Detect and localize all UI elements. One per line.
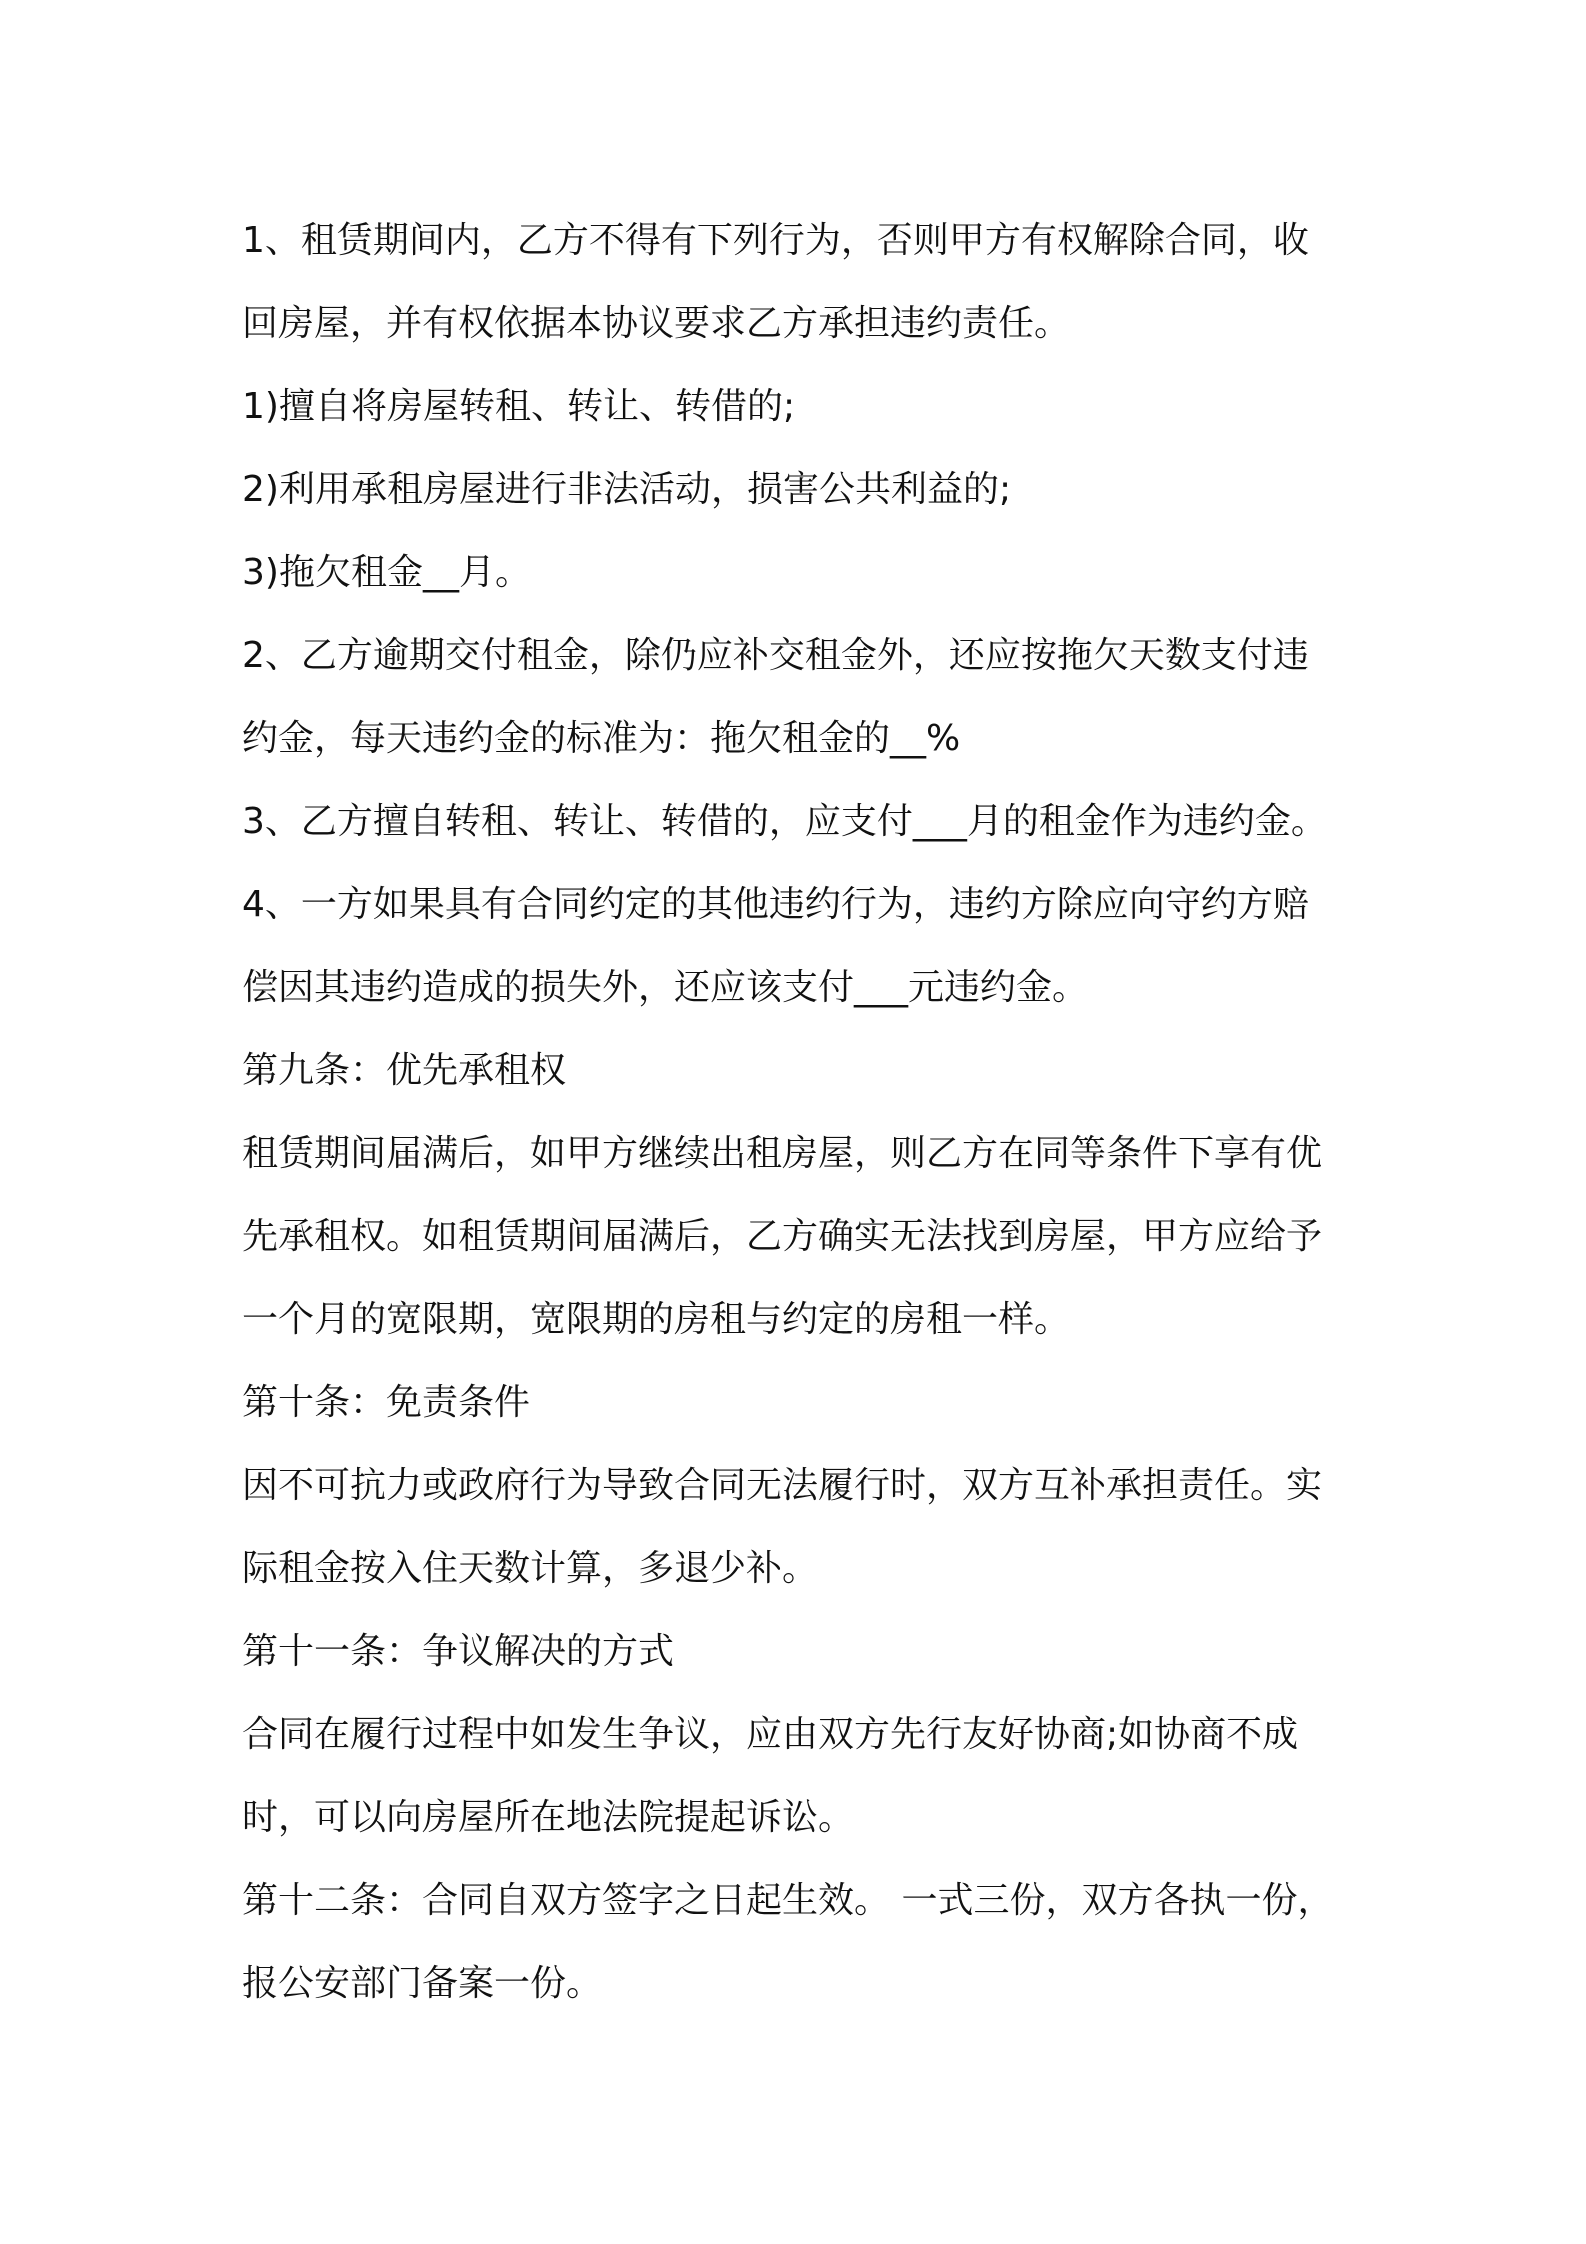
section-heading: 第十一条：争议解决的方式 <box>242 1631 675 1672</box>
text-line: 3)拖欠租金__月。 <box>242 552 531 593</box>
text-line: 1)擅自将房屋转租、转让、转借的; <box>242 386 796 427</box>
text-line: 因不可抗力或政府行为导致合同无法履行时，双方互补承担责任。实 <box>242 1465 1323 1506</box>
section-heading: 第九条：优先承租权 <box>242 1050 567 1091</box>
text-line: 报公安部门备案一份。 <box>242 1963 603 2004</box>
text-line: 偿因其违约造成的损失外，还应该支付___元违约金。 <box>242 967 1089 1008</box>
text-line: 际租金按入住天数计算，多退少补。 <box>242 1548 819 1589</box>
text-line: 2)利用承租房屋进行非法活动，损害公共利益的; <box>242 469 1012 510</box>
text-line: 4、一方如果具有合同约定的其他违约行为，违约方除应向守约方赔 <box>242 884 1309 925</box>
section-heading: 第十二条：合同自双方签字之日起生效。 一式三份，双方各执一份， <box>242 1880 1334 1921</box>
text-line: 2、乙方逾期交付租金，除仍应补交租金外，还应按拖欠天数支付违 <box>242 635 1309 676</box>
text-line: 一个月的宽限期，宽限期的房租与约定的房租一样。 <box>242 1299 1071 1340</box>
section-heading: 第十条：免责条件 <box>242 1382 531 1423</box>
text-line: 1、租赁期间内，乙方不得有下列行为，否则甲方有权解除合同，收 <box>242 220 1309 261</box>
text-line: 时，可以向房屋所在地法院提起诉讼。 <box>242 1797 855 1838</box>
text-line: 租赁期间届满后，如甲方继续出租房屋，则乙方在同等条件下享有优 <box>242 1133 1323 1174</box>
document-body <box>242 199 1377 2025</box>
text-line: 约金，每天违约金的标准为：拖欠租金的__% <box>242 718 961 759</box>
text-line: 先承租权。如租赁期间届满后，乙方确实无法找到房屋，甲方应给予 <box>242 1216 1323 1257</box>
text-line: 回房屋，并有权依据本协议要求乙方承担违约责任。 <box>242 303 1071 344</box>
text-line: 3、乙方擅自转租、转让、转借的，应支付___月的租金作为违约金。 <box>242 801 1327 842</box>
text-line: 合同在履行过程中如发生争议，应由双方先行友好协商;如协商不成 <box>242 1714 1299 1755</box>
